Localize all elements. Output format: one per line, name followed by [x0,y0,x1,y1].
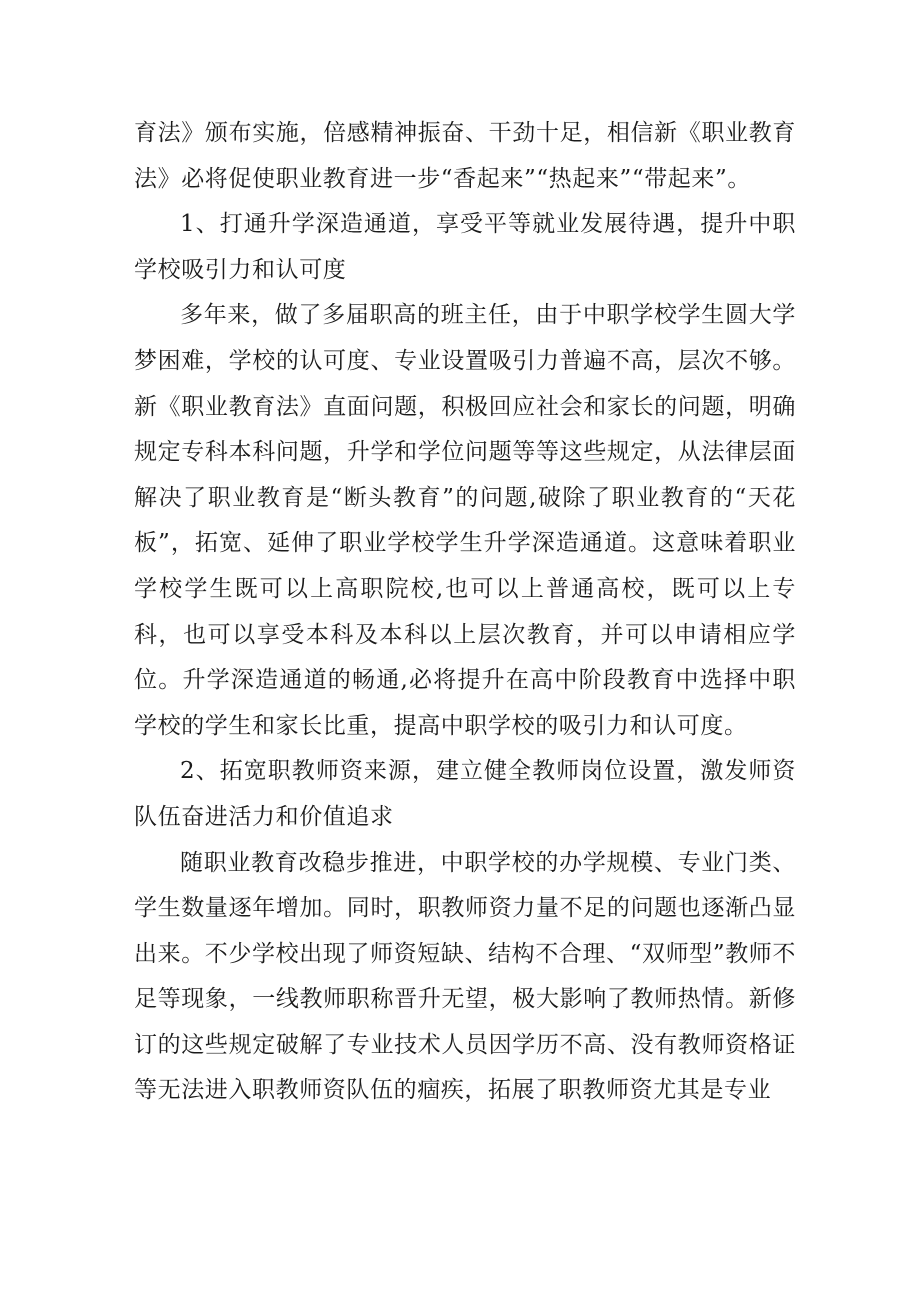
section-heading-1: 1、打通升学深造通道，享受平等就业发展待遇，提升中职学校吸引力和认可度 [134,211,796,283]
document-body [134,111,796,1114]
section-heading-2: 2、拓宽职教师资来源，建立健全教师岗位设置，激发师资队伍奋进活力和价值追求 [134,758,796,830]
paragraph-1: 多年来，做了多届职高的班主任，由于中职学校学生圆大学梦困难，学校的认可度、专业设置吸引力普遍不高，层次不够。新《职业教育法》直面问题，积极回应社会和家长的问题，明确规定专科本科问题，升学和学位问题等等这些规定，从法律层面解决了职业教育是“断头教育”的问题,破除了职业教育的“天花板”，拓宽、延伸了职业学校学生升学深造通道。这意味着职业学校学生既可以上高职院校,也可以上普通高校，既可以上专科，也可以享受本科及本科以上层次教育，并可以申请相应学位。升学深造通道的畅通,必将提升在高中阶段教育中选择中职学校的学生和家长比重，提高中职学校的吸引力和认可度。 [134,302,796,739]
paragraph-continuation: 育法》颁布实施，倍感精神振奋、干劲十足，相信新《职业教育法》必将促使职业教育进一步“香起来”“热起来”“带起来”。 [134,120,796,192]
paragraph-2: 随职业教育改稳步推进，中职学校的办学规模、专业门类、学生数量逐年增加。同时，职教师资力量不足的问题也逐渐凸显出来。不少学校出现了师资短缺、结构不合理、“双师型”教师不足等现象，一线教师职称晋升无望，极大影响了教师热情。新修订的这些规定破解了专业技术人员因学历不高、没有教师资格证等无法进入职教师资队伍的痼疾，拓展了职教师资尤其是专业 [134,849,796,1104]
